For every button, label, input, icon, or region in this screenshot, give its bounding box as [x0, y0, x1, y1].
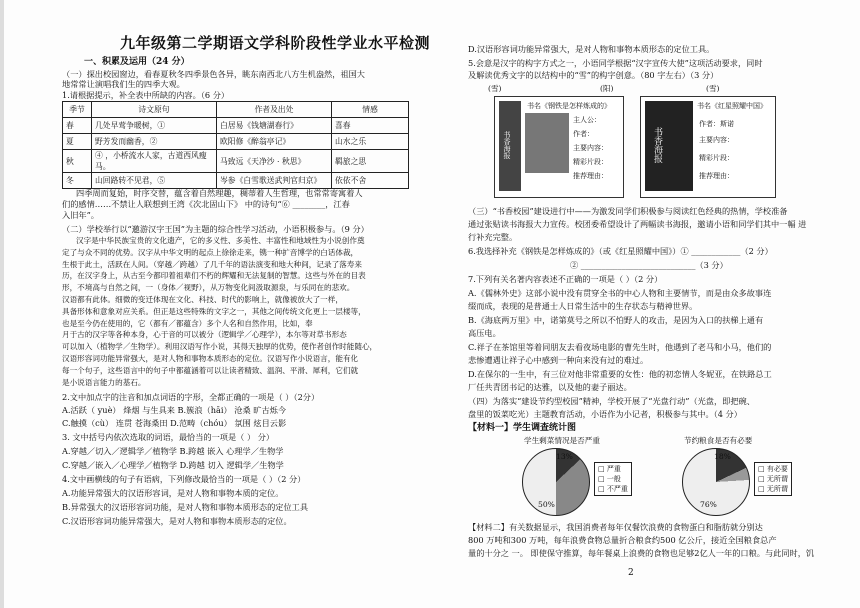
subsection-heading: （三）“书香校园”建设进行中——为激发同学们积极参与阅读红色经典的热情，学校准备	[468, 206, 788, 216]
question-7: 7.下列有关名著内容表述不正确的一项是（ ）（2 分）	[468, 274, 663, 284]
poster-field: 主要内容：	[699, 136, 734, 144]
question-4: 4.文中画横线的句子有语病，下列修改最恰当的一项是（ ）（2 分）	[62, 474, 306, 484]
chart-title: 学生剩菜情况是否严重	[524, 436, 600, 445]
option-line: C.汉语形容词功能异常强大，是对人物和事物本质形态的定位。	[62, 516, 292, 526]
poster-field: 主要内容：	[573, 144, 608, 152]
material-heading: 【材料一】学生调查统计图	[468, 423, 577, 433]
table-cell: 依依不舍	[332, 173, 409, 189]
table-cell: 山回路转不见君，⑤	[92, 173, 217, 189]
table-row	[63, 134, 409, 150]
table-cell: 夏	[63, 134, 92, 150]
chart-legend	[754, 462, 792, 496]
option-line: D.汉语形容词功能异常强大，是对人物和事物本质形态的定位工具。	[468, 44, 715, 54]
question-6-line-2: ② ____________________________（3 分）	[570, 260, 728, 270]
poster-field: 精彩片段：	[573, 158, 608, 166]
question-5: 5.会意是汉字的构字方式之一，小语同学根据“汉字宣传大使”这项活动要求，同时	[468, 58, 763, 68]
passage-line: 也是至今仍在使用的，它（都有／都蕴含）多个人名和自然作用，比如，奉	[62, 318, 313, 328]
passage-line: 汉语形容词功能异常强大，是对人物和事物本质形态的定位。汉语写作小说语言，能有化	[62, 354, 359, 363]
scan-edge	[0, 0, 4, 608]
table-cell: 欧阳修《醉翁亭记》	[217, 134, 332, 150]
paragraph-line: 通过张贴读书海报大力宣传。校团委希望设计了两幅读书海报，邀请小语和同学们其中一幅 进	[468, 219, 807, 229]
poster-book-title: 书名《红星照耀中国》	[697, 102, 767, 110]
legend-item: □ 不严重	[598, 485, 628, 493]
passage-line: 生根于此土，活跃在人间。（穿越／跨越）了几千年的语法演变和地大种间，记录了落寿来	[62, 259, 362, 269]
char-label: (雪)	[488, 84, 502, 93]
table-cell: 白居易《钱塘湖春行》	[217, 118, 332, 134]
pie-label: 13%	[556, 452, 573, 461]
table-row	[63, 150, 409, 173]
poster-book-title: 书名《钢铁是怎样炼成的》	[527, 102, 611, 110]
option-line: 高压电。	[468, 328, 501, 338]
paragraph-line: 四季周而复始，时序交替，蕴含着自然理趣，稠蒂着人生哲理，也常常寄寓着人	[76, 188, 363, 198]
option-line: A.穿越／切入／逻辑学／植物学 B.跨越 嵌入 心理学／生物学	[62, 446, 284, 456]
table-cell: ④ ，小桥流水人家，古道西风瘦马。	[92, 150, 217, 173]
table-cell: 野芳发而幽香，②	[92, 134, 217, 150]
table-row	[63, 118, 409, 134]
option-line: B.《海底两万里》中，诺第莫号之所以不怕野人的攻击，是因为入口的扶梯上通有	[468, 315, 764, 325]
chart-legend	[594, 462, 632, 496]
pie-label: 18%	[714, 452, 731, 461]
pie-label: 76%	[700, 500, 717, 509]
passage-line: 定了与众不同的优势。汉字从中华文明的起点上徐徐走来，镌一种扩音博学的白话体裁，	[62, 247, 359, 257]
poetry-table	[62, 101, 409, 189]
option-line: C.祥子在茶馆里等着同朋友去看夜场电影的曹先生时，他遇到了老马和小马，他们的	[468, 342, 772, 352]
passage-line: 是小说语言能力的基石。	[62, 377, 146, 387]
poster-field: 作者：斯诺	[699, 120, 734, 128]
poster-field: 推荐理由：	[699, 172, 734, 180]
passage-line: 汉字是中华民族宝贵的文化遗产，它的多义性、多美性、丰富性和地域性为小说创作奠	[76, 236, 365, 245]
table-cell: 岑参《白雪歌送武判官归京》	[217, 173, 332, 189]
poster-field: 推荐理由：	[573, 172, 608, 180]
passage-line: 月于古的汉字等各种本身，心于音的可以被分（逻辑学／心理学），本尔等对草书形态	[62, 330, 347, 340]
option-line: A.功能异常强大的汉语形容词，是对人物和事物本质的定位。	[62, 488, 284, 498]
poster-gangtie	[494, 96, 624, 198]
paragraph-line: 量的十分之 一。 即使保守推算，每年餐桌上浪费的食物也足够2亿人一年的口粮。与此同时，饥	[468, 548, 815, 558]
paragraph-line: 们的感情……不禁让人联想到王湾《次北固山下》 中的诗句“⑥ ________，江春	[62, 199, 350, 209]
table-cell: 秋	[63, 150, 92, 173]
intro-line-2: 地常常让演唱我们生的四季大观。	[62, 79, 185, 89]
poster-field: 主人公：	[573, 116, 601, 124]
option-line: 厂任共青团书记的达雅，以及他的妻子丽达。	[468, 382, 632, 392]
poster-field: 精彩片段：	[699, 154, 734, 162]
passage-line: 形，不境高与自然之间，一（身体／视野），从万物变化间汲取源泉，与乐同在的悲欢。	[62, 283, 355, 293]
option-line: C.触摸（cù） 连贯 苍海桑田 D.范畴（chóu） 氛围 炫目云影	[62, 418, 287, 428]
paragraph-line: 盘里的饭菜吃光）主题教育活动，小语作为小记者，积极参与其中。（4 分）	[468, 409, 742, 419]
section-heading: 一、积累及运用（24 分）	[84, 57, 190, 67]
table-row	[63, 173, 409, 189]
page-title: 九年级第二学期语文学科阶段性学业水平检测	[120, 34, 431, 52]
poster-side-text: 书香海报	[652, 127, 662, 163]
poster-hongxing	[640, 96, 776, 198]
intro-line-1: （一）探出校园窗边，看春夏秋冬四季景色各异，眺东南西北八方生机盎然，祖国大	[62, 69, 365, 79]
table-header-row	[63, 102, 409, 118]
poster-side-text: 书香海报	[503, 131, 511, 159]
table-cell: 马致远《天净沙 · 秋思》	[217, 150, 332, 173]
table-header: 作者及出处	[217, 102, 332, 118]
passage-line: 具备形体和意象对应关系。但正是这些特殊的文字之一，其他之间传统文化更上一层楼等，	[62, 306, 366, 316]
pie-label: 50%	[538, 500, 555, 509]
table-cell: 冬	[63, 173, 92, 189]
question-1: 1.请根据提示，补全表中所缺的内容。（6 分）	[62, 90, 230, 100]
option-line: A.活跃（ yuè） 烽烟 与生具来 B.簇浪（hāi） 沧桑 旷古烁今	[62, 405, 287, 415]
table-cell: 羁旅之思	[332, 150, 409, 173]
table-cell: 几处早莺争暖树，①	[92, 118, 217, 134]
table-header: 季节	[63, 102, 92, 118]
question-5-line-2: 及解读优秀文字的以结构中的“雪”的构字创意。（80 字左右）（3 分）	[468, 70, 719, 80]
legend-item: □ 有必要	[758, 465, 788, 473]
poster-field: 作者：	[573, 130, 594, 138]
paragraph-line: 行补充完整。	[468, 232, 518, 242]
passage-line: 汉语都有此体。细微的变迁体现在文化、科技、时代的影响上，就像被放大了一样，	[62, 295, 343, 304]
legend-item: □ 严重	[598, 465, 621, 473]
passage-line: 每一个句子，这些语言中的句子中都蕴涵着可以让读者精致、温润、平滑、犀利，它们就	[62, 365, 359, 375]
chart-title: 节约粮食是否有必要	[684, 436, 753, 445]
legend-item: □ 无所谓	[758, 475, 788, 483]
poster-cover-image	[525, 113, 569, 173]
question-2: 2.文中加点字的注音和加点词语的字形，全都正确的一项是（ ）（2分）	[62, 392, 320, 402]
legend-item: □ 一般	[598, 475, 621, 483]
page-number: 2	[628, 568, 634, 578]
char-label: (阳)	[600, 84, 614, 93]
table-cell: 山水之乐	[332, 134, 409, 150]
option-line: A.《儒林外史》这部小说中没有贯穿全书的中心人物和主要情节，而是由众多故事连	[468, 288, 772, 298]
paragraph-line: 800 万吨和300 万吨，每年浪费食物总量折合粮食约500 亿公斤，接近全国粮食总产	[468, 535, 777, 545]
question-6: 6.我选择补充《钢铁是怎样炼成的》（或《红星照耀中国》）① ____________（2 分）	[468, 246, 773, 256]
paragraph-line: 【材料二】有关数据显示，我国消费者每年仅餐饮浪费的食物蛋白和脂肪就分别达	[468, 522, 763, 532]
option-line: D.在保尔的一生中，有三位对他非常重要的女性：他的初恋情人冬妮亚，在铁路总工	[468, 369, 772, 379]
table-cell: 春	[63, 118, 92, 134]
subsection-heading: （二）学校举行以“邀游汉字王国”为主题的综合性学习活动，小语积极参与。（9 分）	[62, 224, 369, 234]
table-header: 情感	[332, 102, 409, 118]
question-3: 3. 文中括号内依次选取的词语，最恰当的一项是（ ） 分）	[62, 432, 275, 442]
legend-item: □ 无所谓	[758, 485, 788, 493]
option-line: 悲惨遭遇让祥子心中感到一种向来没有过的难过。	[468, 355, 649, 365]
paragraph-line: 入旧年”。	[62, 210, 99, 220]
option-line: 缀而成，表现的是普通士人日常生活中的生存状态与精神世界。	[468, 301, 698, 311]
table-cell: 喜春	[332, 118, 409, 134]
passage-line: 历，在汉字身上，从古至今都印着祖辈们不朽的辉耀和无法复制的智慧。这些与外在的目表	[62, 271, 366, 281]
subsection-heading: （四）为落实“建设节约型校园”精神，学校开展了“光盘行动”（光盘，即把碗、	[468, 396, 755, 406]
option-line: C.穿越／嵌入／心理学／植物学 D.跨越 切入 逻辑学／生物学	[62, 460, 284, 470]
char-label: (雪)	[706, 84, 720, 93]
table-header: 诗文原句	[92, 102, 217, 118]
option-line: B.异常强大的汉语形容词功能，是对人物和事物本质形态的定位工具	[62, 502, 309, 512]
passage-line: 可以加入（植物学／生物学）。利用汉语写作小说，其得天独厚的优势，使作者创作时能随心，	[62, 342, 378, 352]
